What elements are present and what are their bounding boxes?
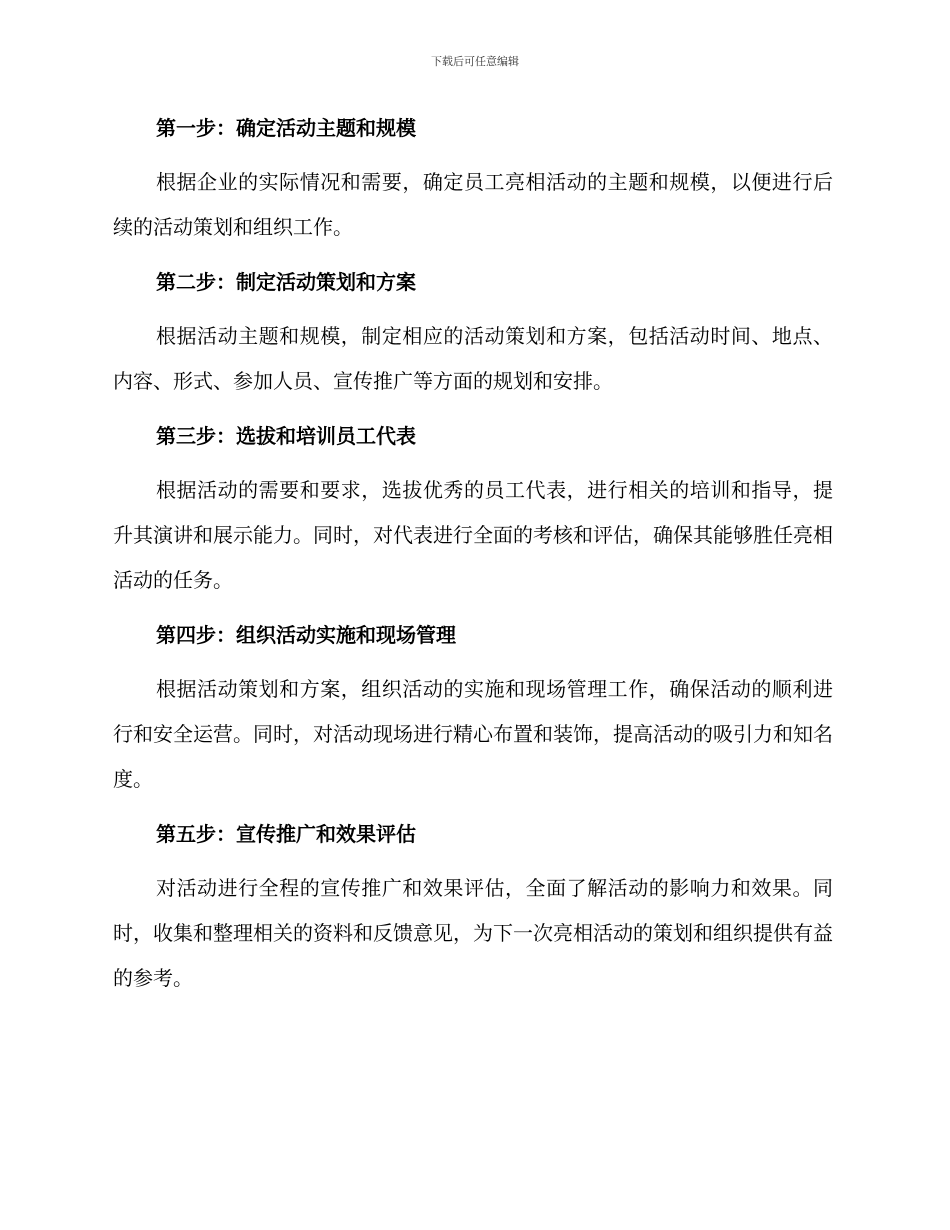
document-content (113, 110, 833, 1015)
step-5-body: 对活动进行全程的宣传推广和效果评估，全面了解活动的影响力和效果。同时，收集和整理相关的资料和反馈意见，为下一次亮相活动的策划和组织提供有益的参考。 (113, 876, 833, 990)
step-1-heading: 第一步：确定活动主题和规模 (156, 116, 416, 140)
step-2-heading: 第二步：制定活动策划和方案 (156, 270, 416, 294)
step-2-body: 根据活动主题和规模，制定相应的活动策划和方案，包括活动时间、地点、内容、形式、参加人员、宣传推广等方面的规划和安排。 (113, 324, 833, 393)
step-1-body: 根据企业的实际情况和需要，确定员工亮相活动的主题和规模，以便进行后续的活动策划和组织工作。 (113, 170, 833, 239)
step-5-heading: 第五步：宣传推广和效果评估 (156, 822, 416, 846)
step-4-body: 根据活动策划和方案，组织活动的实施和现场管理工作，确保活动的顺利进行和安全运营。同时，对活动现场进行精心布置和装饰，提高活动的吸引力和知名度。 (113, 677, 833, 791)
step-3-heading: 第三步：选拔和培训员工代表 (156, 424, 416, 448)
step-3-body: 根据活动的需要和要求，选拔优秀的员工代表，进行相关的培训和指导，提升其演讲和展示能力。同时，对代表进行全面的考核和评估，确保其能够胜任亮相活动的任务。 (113, 478, 833, 592)
page-header: 下载后可任意编辑 (431, 55, 519, 68)
step-4-heading: 第四步：组织活动实施和现场管理 (156, 623, 456, 647)
